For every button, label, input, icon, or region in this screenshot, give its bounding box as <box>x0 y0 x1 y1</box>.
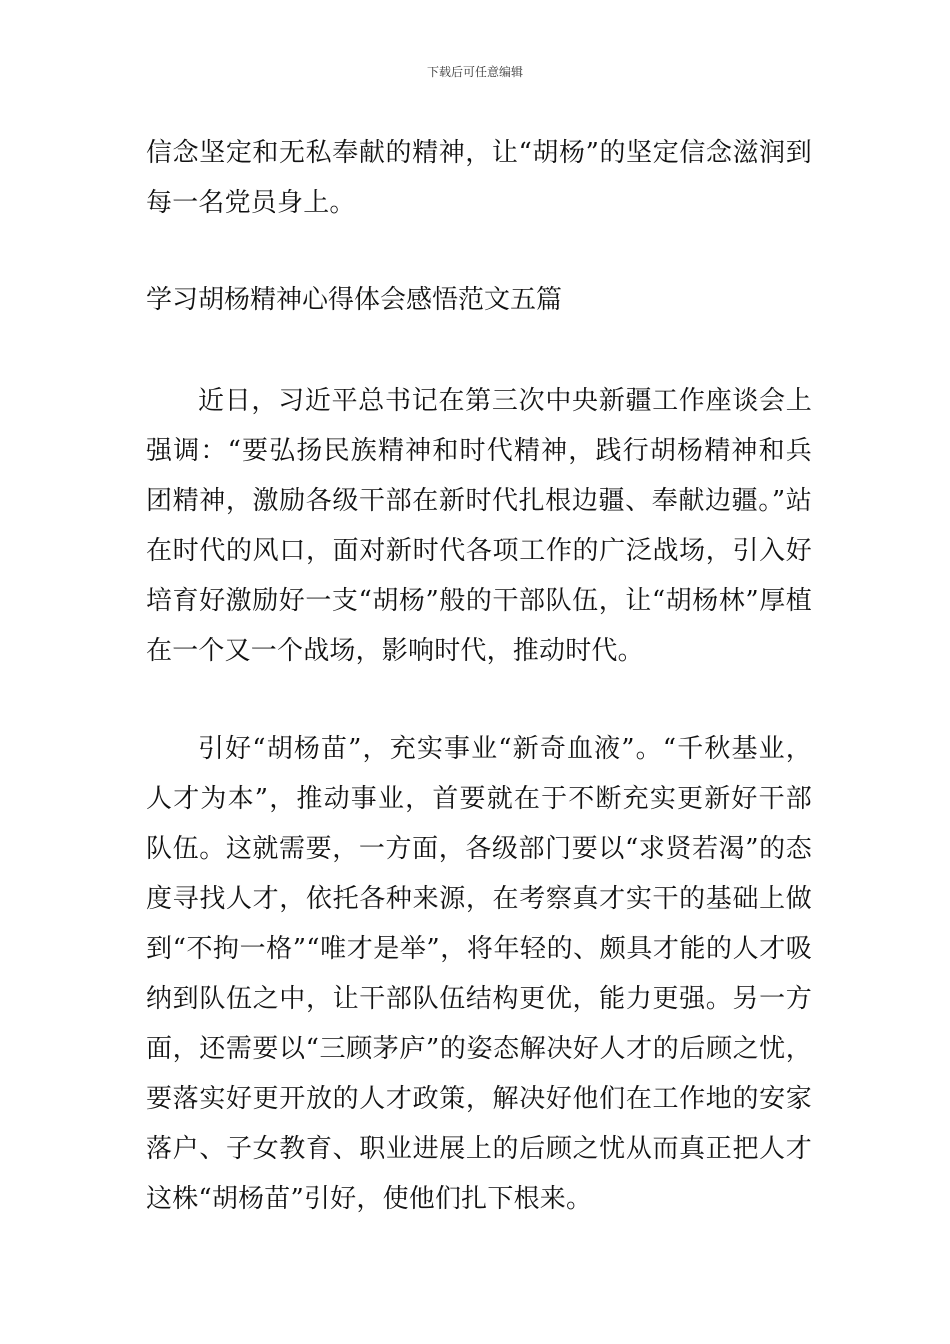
continuation-paragraph: 信念坚定和无私奉献的精神，让“胡杨”的坚定信念滋润到每一名党员身上。 <box>146 138 812 218</box>
page-header-note: 下载后可任意编辑 <box>426 65 523 79</box>
document-title: 学习胡杨精神心得体会感悟范文五篇 <box>146 285 563 315</box>
body-paragraph-1: 近日，习近平总书记在第三次中央新疆工作座谈会上强调：“要弘扬民族精神和时代精神，践行胡杨精神和兵团精神，激励各级干部在新时代扎根边疆、奉献边疆。”站在时代的风口，面对新时代各项工作的广泛战场，引入好培育好激励好一支“胡杨”般的干部队伍，让“胡杨林”厚植在一个又一个战场，影响时代，推动时代。 <box>146 386 812 666</box>
body-paragraph-2: 引好“胡杨苗”，充实事业“新奇血液”。“千秋基业，人才为本”，推动事业，首要就在于不断充实更新好干部队伍。这就需要，一方面，各级部门要以“求贤若渴”的态度寻找人才，依托各种来源，在考察真才实干的基础上做到“不拘一格”“唯才是举”，将年轻的、颇具才能的人才吸纳到队伍之中，让干部队伍结构更优，能力更强。另一方面，还需要以“三顾茅庐”的姿态解决好人才的后顾之忧，要落实好更开放的人才政策，解决好他们在工作地的安家落户、子女教育、职业进展上的后顾之忧从而真正把人才这株“胡杨苗”引好，使他们扎下根来。 <box>146 734 812 1214</box>
